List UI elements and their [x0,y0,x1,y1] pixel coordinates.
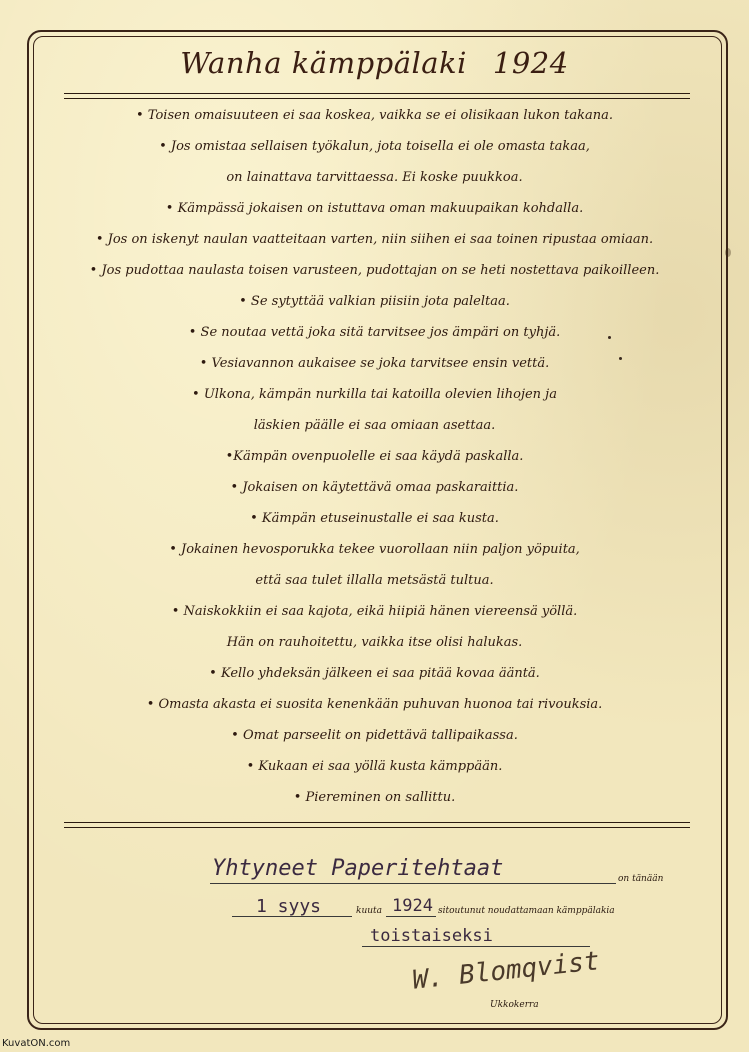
rule-line: • Kukaan ei saa yöllä kusta kämppään. [246,759,503,774]
rule-line: että saa tulet illalla metsästä tultua. [255,573,494,588]
rule-line: • Jokainen hevosporukka tekee vuorollaan niin paljon yöpuita, [169,542,580,557]
day-underline [232,916,352,917]
duration-handwritten: toistaiseksi [370,926,493,946]
watermark: KuvatON.com [2,1038,71,1049]
rule-line: • Kämpässä jokaisen on istuttava oman makuupaikan kohdalla. [165,201,584,216]
title-text: Wanha kämppälaki [180,46,467,80]
year-underline [386,916,436,917]
rule-line: • Se sytyttää valkian piisiin jota paleltaa. [239,294,510,309]
speck-mark [608,336,611,339]
year-handwritten: 1924 [392,896,433,916]
rule-line: • Jos pudottaa naulasta toisen varusteen, pudottajan on se heti nostettava paikoilleen. [89,263,660,278]
rule-line: • Kello yhdeksän jälkeen ei saa pitää kovaa ääntä. [209,666,540,681]
rule-line: • Ulkona, kämpän nurkilla tai katoilla olevien lihojen ja [192,387,557,402]
stain-mark [725,248,731,257]
title-year: 1924 [492,46,569,80]
rule-line: • Toisen omaisuuteen ei saa koskea, vaikka se ei olisikaan lukon takana. [136,108,613,123]
signature: W. Blomqvist [410,946,601,996]
rule-line: • Omat parseelit on pidettävä tallipaikassa. [231,728,518,743]
on-tanaan-label: on tänään [618,874,664,884]
rule-line: • Piereminen on sallittu. [293,790,456,805]
duration-underline [362,946,590,947]
speck-mark [619,357,622,360]
company-name-handwritten: Yhtyneet Paperitehtaat [212,856,504,881]
sitoutunut-label: sitoutunut noudattamaan kämppälakia [438,906,615,916]
rule-line: • Vesiavannon aukaisee se joka tarvitsee ensin vettä. [199,356,550,371]
day-handwritten: 1 syys [256,896,322,917]
rule-line: • Kämpän etuseinustalle ei saa kusta. [250,511,499,526]
rule-line: Hän on rauhoitettu, vaikka itse olisi halukas. [226,635,523,650]
rule-line: läskien päälle ei saa omiaan asettaa. [253,418,496,433]
signer-title: Ukkokerra [490,1000,539,1010]
rule-line: • Jokaisen on käytettävä omaa paskaraittia. [230,480,519,495]
rule-line: on lainattava tarvittaessa. Ei koske puukkoa. [226,170,523,185]
rule-line: • Omasta akasta ei suosita kenenkään puhuvan huonoa tai rivouksia. [146,697,603,712]
company-underline [210,883,616,884]
rule-line: •Kämpän ovenpuolelle ei saa käydä paskalla. [225,449,524,464]
rule-line: • Naiskokkiin ei saa kajota, eikä hiipiä hänen viereensä yöllä. [171,604,578,619]
kuuta-label: kuuta [356,906,383,916]
rule-line: • Jos omistaa sellaisen työkalun, jota toisella ei ole omasta takaa, [159,139,590,154]
rule-line: • Se noutaa vettä joka sitä tarvitsee jos ämpäri on tyhjä. [188,325,561,340]
rule-line: • Jos on iskenyt naulan vaatteitaan varten, niin siihen ei saa toinen ripustaa omiaan. [95,232,654,247]
